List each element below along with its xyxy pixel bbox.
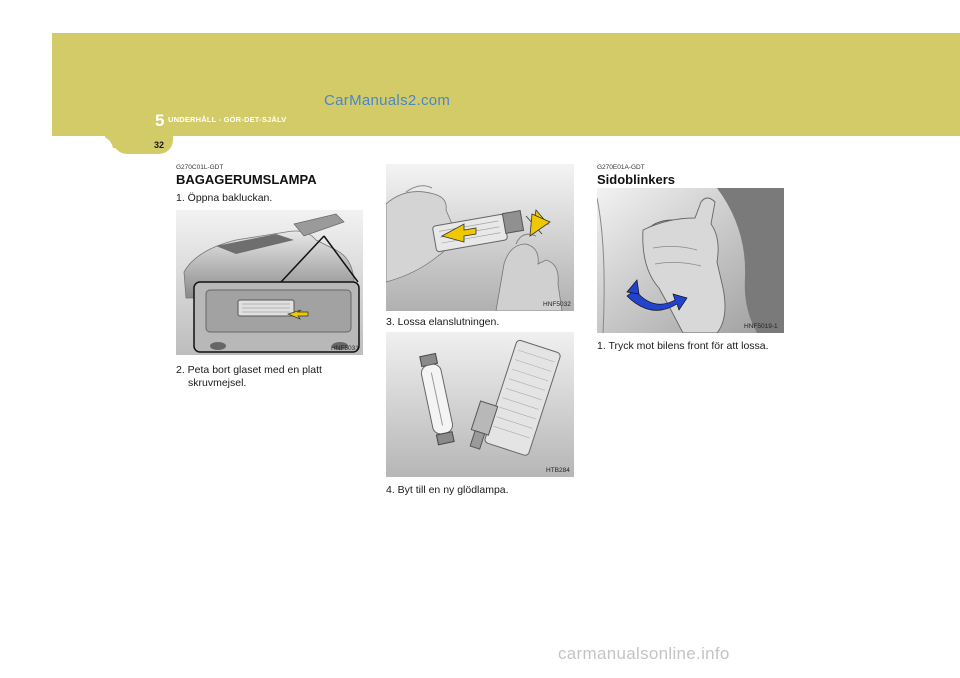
connector-photo [386,164,574,311]
figure-code: HTB284 [546,467,570,474]
watermark-bottom[interactable]: carmanualsonline.info [558,644,730,663]
page-number: 32 [154,140,165,150]
step-1: 1. Öppna bakluckan. [176,192,273,204]
trunk-lamp-photo [176,210,363,355]
bulb-photo [386,332,574,477]
step-1: 1. Tryck mot bilens front för att lossa. [597,340,769,352]
figure-code: HNF5019-1 [744,323,778,330]
chapter-title: UNDERHÅLL - GÖR-DET-SJÄLV [168,115,287,124]
section-code: G270E01A-GDT [597,164,645,171]
watermark-top[interactable]: CarManuals2.com [324,92,451,109]
figure-code: HNF5031 [331,345,359,352]
step-2-line-2: skruvmejsel. [188,377,247,389]
section-code: G270C01L-GDT [176,164,224,171]
step-3: 3. Lossa elanslutningen. [386,316,500,328]
section-heading: BAGAGERUMSLAMPA [176,172,317,187]
step-2 [176,364,322,390]
section-heading: Sidoblinkers [597,172,676,187]
step-2-line-1: 2. Peta bort glaset med en platt [176,364,322,376]
figure-code: HNF5032 [543,301,571,308]
side-repeater-photo [597,188,784,333]
step-4: 4. Byt till en ny glödlampa. [386,484,509,496]
chapter-number: 5 [155,111,165,130]
